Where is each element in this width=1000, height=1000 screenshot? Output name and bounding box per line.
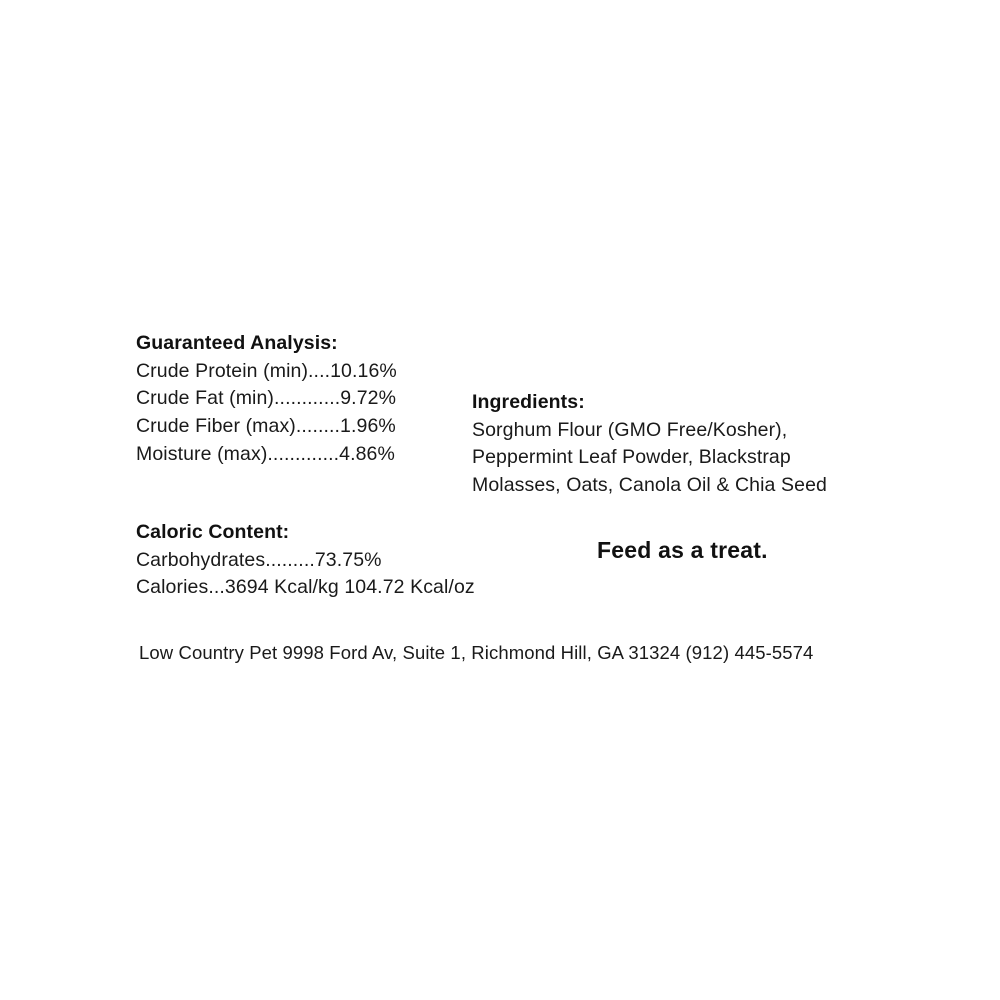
guaranteed-analysis-line-fat: Crude Fat (min)............9.72% — [136, 387, 397, 410]
guaranteed-analysis-heading: Guaranteed Analysis: — [136, 332, 338, 354]
ingredients-text — [472, 417, 892, 500]
caloric-content-line-carbohydrates: Carbohydrates.........73.75% — [136, 548, 382, 571]
caloric-content-line-calories: Calories...3694 Kcal/kg 104.72 Kcal/oz — [136, 576, 475, 599]
ingredients-heading: Ingredients: — [472, 391, 585, 413]
guaranteed-analysis-line-fiber: Crude Fiber (max)........1.96% — [136, 415, 396, 438]
manufacturer-address: Low Country Pet 9998 Ford Av, Suite 1, Richmond Hill, GA 31324 (912) 445-5574 — [139, 642, 814, 663]
caloric-content-heading: Caloric Content: — [136, 521, 290, 543]
ingredients-line-1: Sorghum Flour (GMO Free/Kosher), — [472, 418, 788, 441]
guaranteed-analysis-line-protein: Crude Protein (min)....10.16% — [136, 359, 397, 382]
guaranteed-analysis-block — [136, 330, 466, 468]
ingredients-line-3: Molasses, Oats, Canola Oil & Chia Seed — [472, 474, 827, 497]
feeding-instruction: Feed as a treat. — [597, 537, 768, 563]
caloric-content-block — [136, 519, 556, 602]
ingredients-block — [472, 389, 892, 500]
ingredients-line-2: Peppermint Leaf Powder, Blackstrap — [472, 446, 791, 469]
guaranteed-analysis-line-moisture: Moisture (max).............4.86% — [136, 442, 395, 465]
